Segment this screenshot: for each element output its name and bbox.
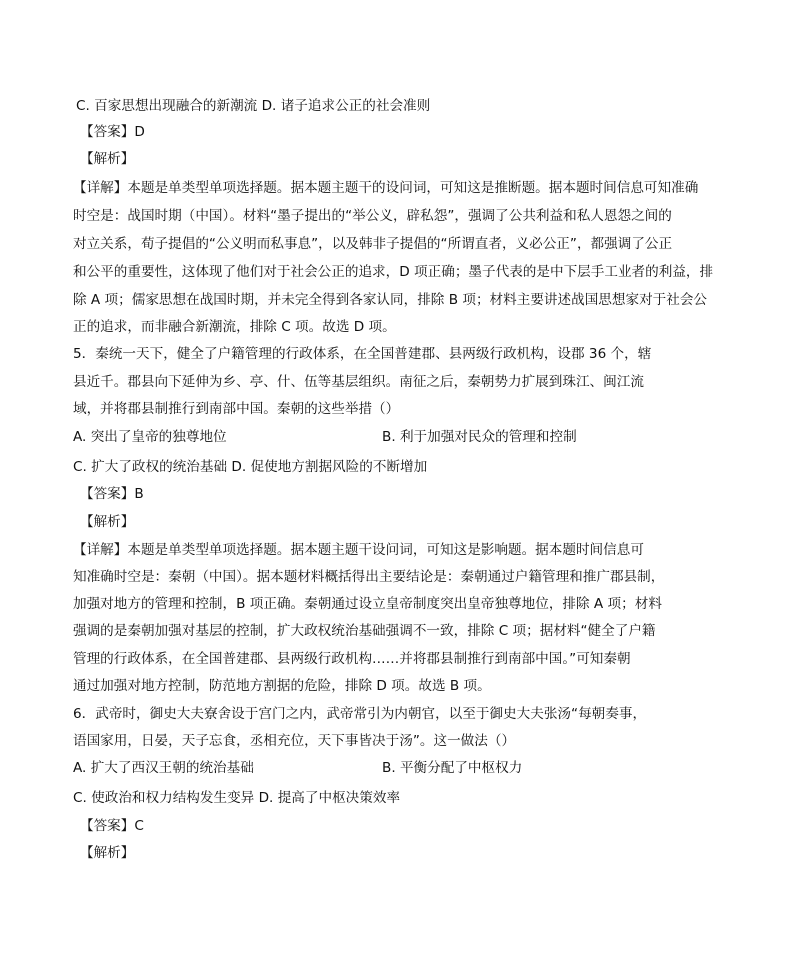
q4-detail-line: 时空是：战国时期（中国）。材料“墨子提出的“举公义，辟私怨”，强调了公共利益和私人恩怨之间的 (73, 208, 672, 224)
q5-detail-line: 管理的行政体系，在全国普建郡、县两级行政机构……并将郡县制推行到南部中国。”可知秦朝 (73, 651, 631, 667)
q5-answer: 【答案】B (80, 486, 144, 502)
q4-detail-line: 正的追求，而非融合新潮流，排除 C 项。故选 D 项。 (73, 319, 396, 335)
q4-analysis-label: 【解析】 (80, 151, 135, 167)
q4-detail-line: 和公平的重要性，这体现了他们对于社会公正的追求，D 项正确；墨子代表的是中下层手工业者的利益，排 (73, 264, 714, 280)
q5-detail-line: 强调的是秦朝加强对基层的控制，扩大政权统治基础强调不一致，排除 C 项；据材料“健全了户籍 (73, 623, 656, 639)
q6-stem-line: 6．武帝时，御史大夫寮舍设于宫门之内，武帝常引为内朝官，以至于御史大夫张汤“每朝奏事， (73, 706, 647, 722)
q5-options-cd: C. 扩大了政权的统治基础 D. 促使地方割据风险的不断增加 (73, 459, 428, 475)
q6-options-cd: C. 使政治和权力结构发生变异 D. 提高了中枢决策效率 (73, 790, 401, 806)
q6-stem-line: 语国家用，日晏，天子忘食，丞相充位，天下事皆决于汤”。这一做法（） (73, 733, 516, 749)
q5-detail-line: 加强对地方的管理和控制，B 项正确。秦朝通过设立皇帝制度突出皇帝独尊地位，排除 A 项；材料 (73, 596, 662, 612)
q5-stem-line: 5．秦统一天下，健全了户籍管理的行政体系，在全国普建郡、县两级行政机构，设郡 36 个，辖 (73, 346, 652, 362)
q5-analysis-label: 【解析】 (80, 514, 135, 530)
q4-detail-line: 对立关系，荀子提倡的“公义明而私事息”，以及韩非子提倡的“所谓直者，义必公正”，都强调了公正 (73, 236, 673, 252)
q6-option-a: A. 扩大了西汉王朝的统治基础 (73, 760, 254, 776)
q6-analysis-label: 【解析】 (80, 845, 135, 861)
q6-answer: 【答案】C (80, 818, 144, 834)
q5-detail-line: 知准确时空是：秦朝（中国）。据本题材料概括得出主要结论是：秦朝通过户籍管理和推广郡县制， (73, 569, 665, 585)
q5-detail-line: 【详解】本题是单类型单项选择题。据本题主题干设问词，可知这是影响题。据本题时间信息可 (73, 542, 644, 558)
q5-detail-line: 通过加强对地方控制，防范地方割据的危险，排除 D 项。故选 B 项。 (73, 678, 491, 694)
q4-options-cd: C. 百家思想出现融合的新潮流 D. 诸子追求公正的社会准则 (76, 98, 431, 114)
q4-detail-line: 【详解】本题是单类型单项选择题。据本题主题干的设问词，可知这是推断题。据本题时间信息可知准确 (73, 180, 699, 196)
q5-stem-line: 县近千。郡县向下延伸为乡、亭、什、伍等基层组织。南征之后，秦朝势力扩展到珠江、闽江流 (73, 374, 644, 390)
q4-detail-line: 除 A 项；儒家思想在战国时期，并未完全得到各家认同，排除 B 项；材料主要讲述战国思想家对于社会公 (73, 292, 708, 308)
q5-option-b: B. 利于加强对民众的管理和控制 (382, 429, 577, 445)
q4-answer: 【答案】D (80, 124, 145, 140)
q6-option-b: B. 平衡分配了中枢权力 (382, 760, 523, 776)
q5-stem-line: 域，并将郡县制推行到南部中国。秦朝的这些举措（） (73, 401, 400, 417)
q5-option-a: A. 突出了皇帝的独尊地位 (73, 429, 227, 445)
